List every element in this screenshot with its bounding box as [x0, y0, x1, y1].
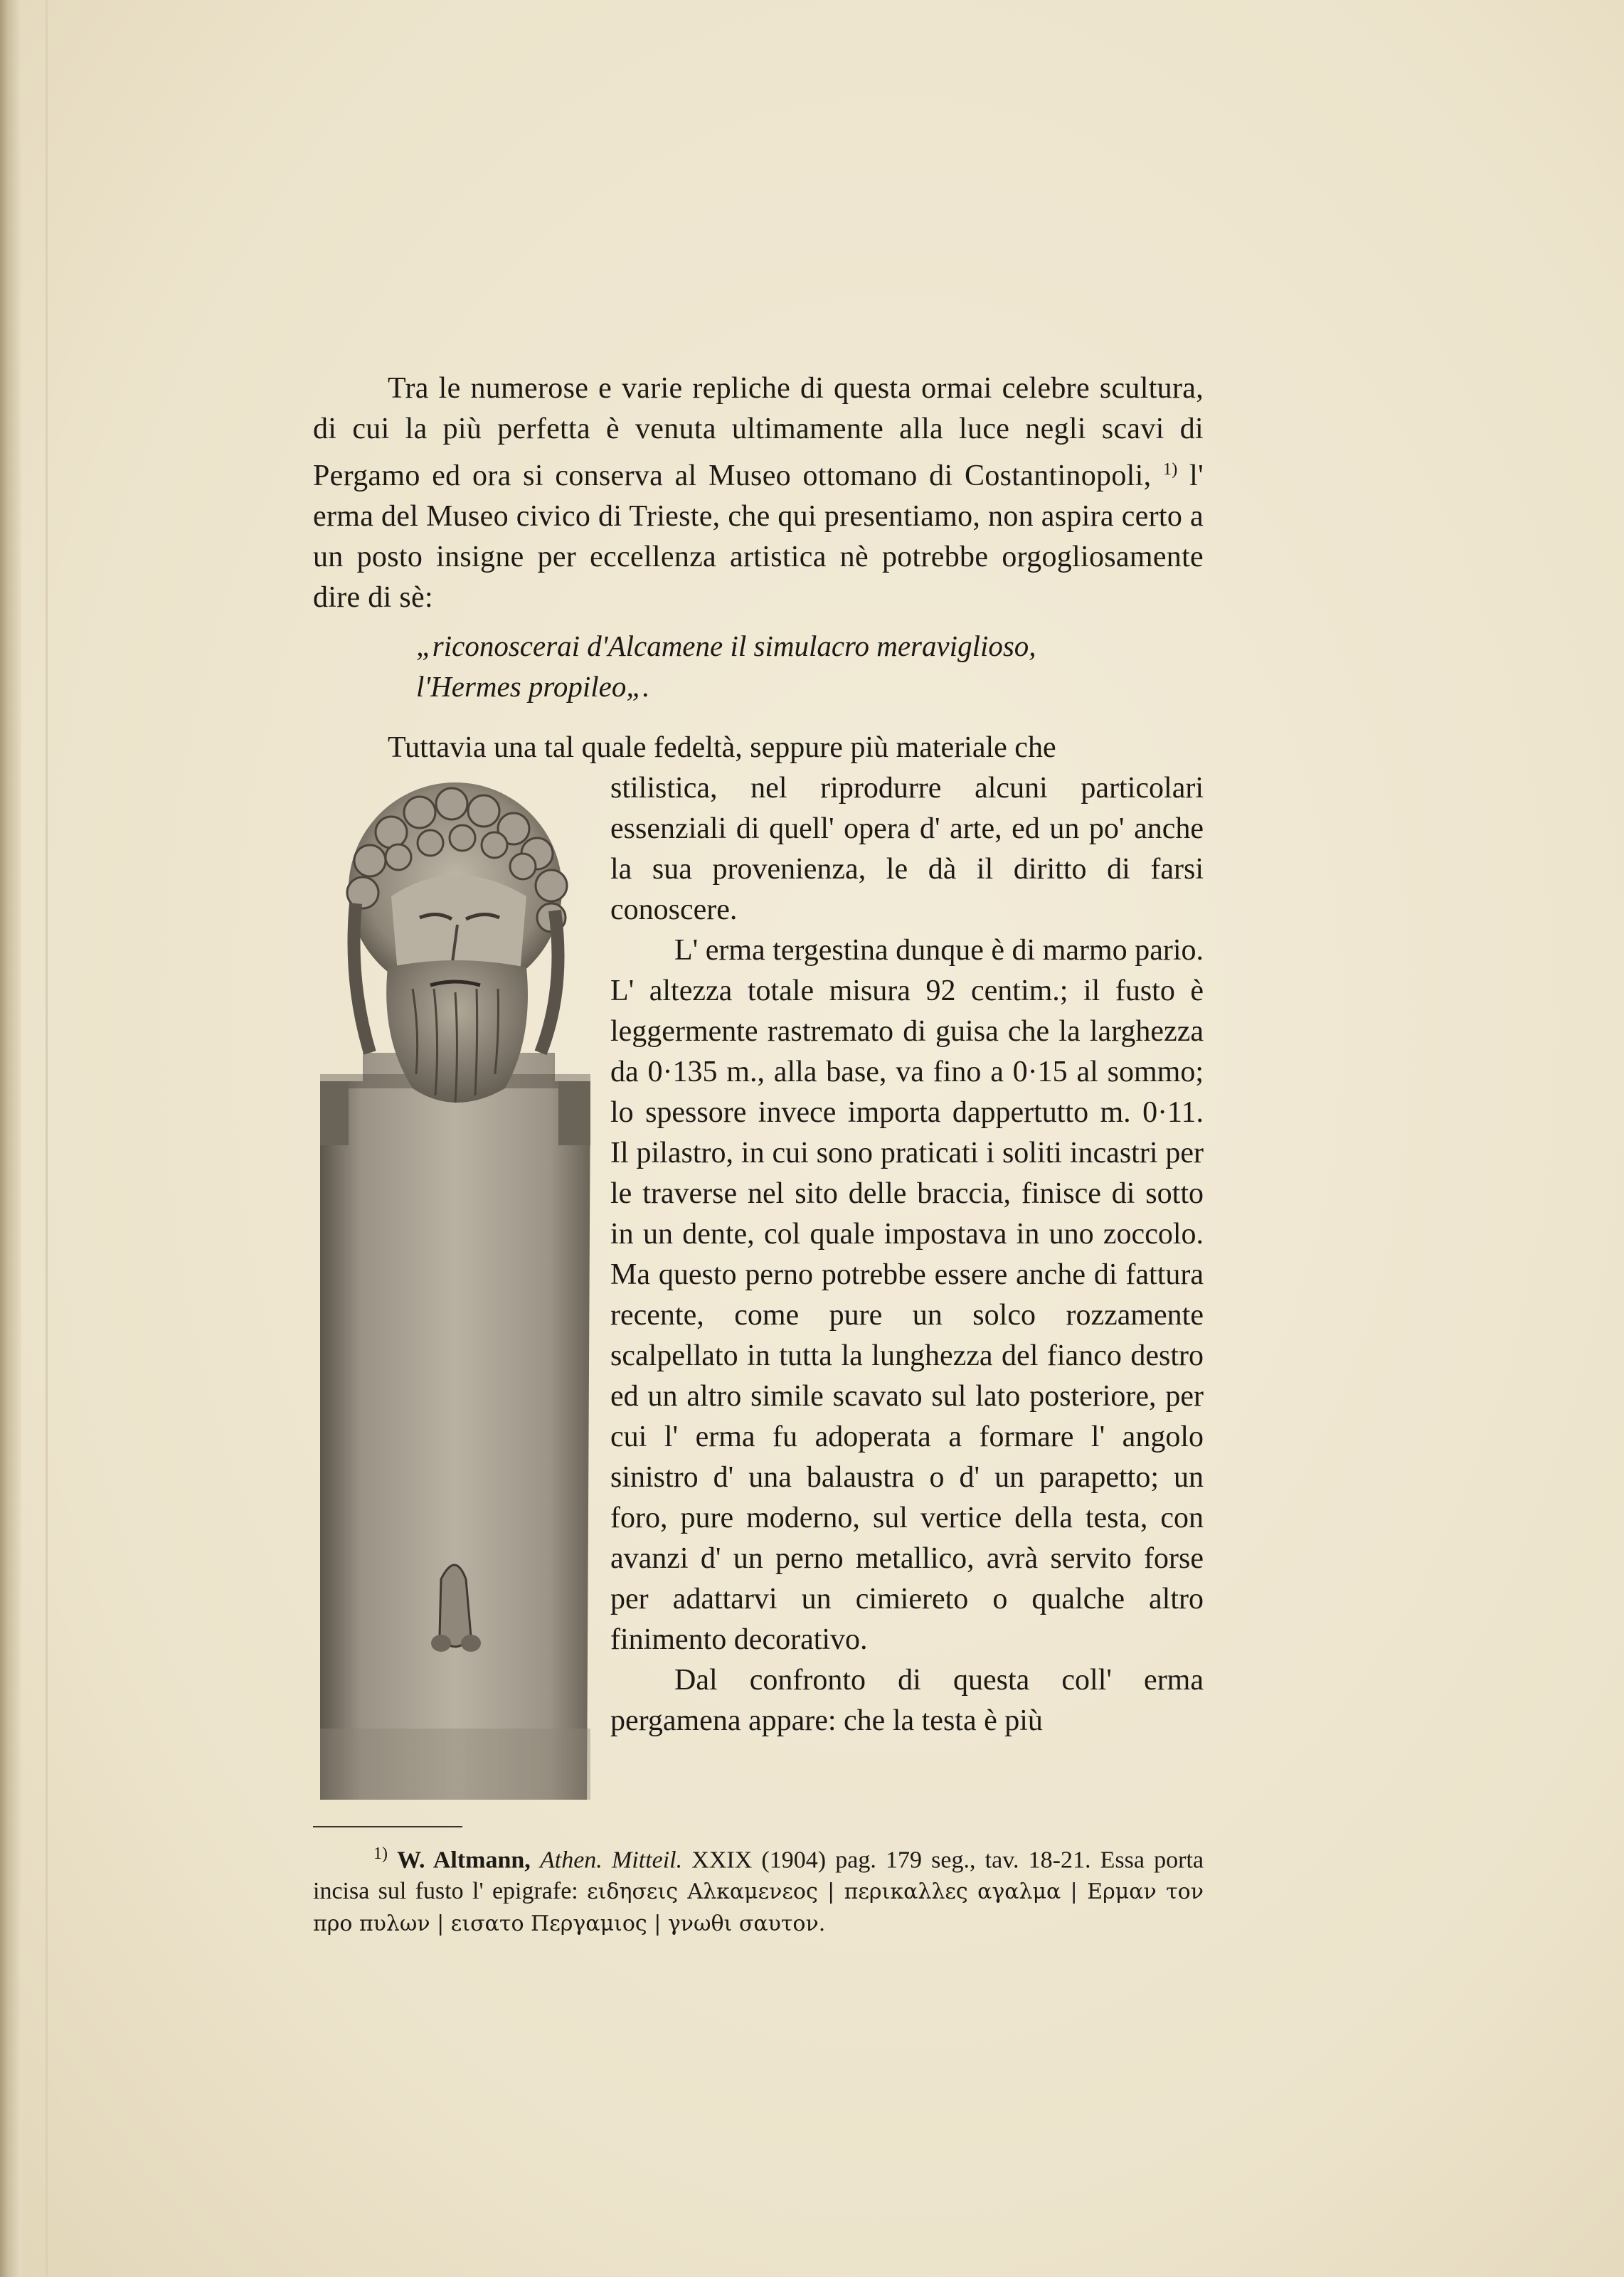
paragraph-1: Tra le numerose e varie repliche di questa ormai celebre scultura, di cui la più perfetta è venuta ultimamente alla luce negli scavi di Pergamo ed ora si conserva al Museo ottomano di Costantinopoli, $^{1)}$ l' erma del Museo civico di Trieste, che qui presentiamo, non aspira certo a un posto insigne per eccellenza artistica nè potrebbe orgogliosamente dire di sè: [313, 372, 1204, 614]
footnote-rule [313, 1826, 462, 1827]
paragraph-4: Dal confronto di questa coll' erma pergamena appare: che la testa è più [610, 1664, 1204, 1737]
paragraph-2-rest: stilistica, nel riprodurre alcuni particolari essenziali di quell' opera d' arte, ed un po' anche la sua provenienza, le dà il diritto di farsi conoscere. [610, 772, 1204, 926]
footnote-reference[interactable]: 1) [1162, 460, 1178, 479]
herm-photograph [313, 782, 594, 1803]
footnote [313, 1838, 1204, 1940]
footnote-journal: Athen. Mitteil. [539, 1847, 683, 1874]
footnote-author: W. Altmann, [397, 1847, 531, 1874]
quotation [416, 626, 1199, 707]
quote-line-1: „riconoscerai d'Alcamene il simulacro meraviglioso, [416, 630, 1036, 662]
book-spine [0, 0, 21, 2277]
paragraph-3: L' erma tergestina dunque è di marmo pario. L' altezza totale misura 92 centim.; il fusto è leggermente rastremato di guisa che la larghezza da 0·135 m., alla base, va fino a 0·15 al sommo; lo spessore invece importa dappertutto m. 0·11. Il pilastro, in cui sono praticati i soliti incastri per le traverse nel sito delle braccia, finisce di sotto in un dente, col quale impostava in uno zoccolo. Ma questo perno potrebbe essere anche di fattura recente, come pure un solco rozzamente scalpellato in tutta la lunghezza del fianco destro ed un altro simile scavato sul lato posteriore, per cui l' erma fu adoperata a formare l' angolo sinistro d' una balaustra o d' un parapetto; un foro, pure moderno, sul vertice della testa, con avanzi d' un perno metallico, avrà servito forse per adattarvi un cimiereto o qualche altro finimento decorativo. [610, 934, 1204, 1656]
footnote-greek-epigraph: ειδησεις Αλκαμενεος | περικαλλες αγαλμα | Ερμαν τον προ πυλων | εισατο Περγαμιος | γνωθι σαυτον. [313, 1879, 1204, 1937]
paragraph-column [610, 768, 1204, 1741]
paragraph-2-first-line: Tuttavia una tal quale fedeltà, seppure più materiale che [388, 731, 1056, 764]
footnote-marker: 1) [373, 1845, 388, 1863]
gutter-line [46, 0, 48, 2277]
footnote-text: XXIX (1904) pag. 179 seg., tav. 18-21. Essa porta incisa sul fusto l' epigrafe: [313, 1847, 1204, 1905]
quote-line-2: l'Hermes propileo„. [416, 670, 650, 703]
